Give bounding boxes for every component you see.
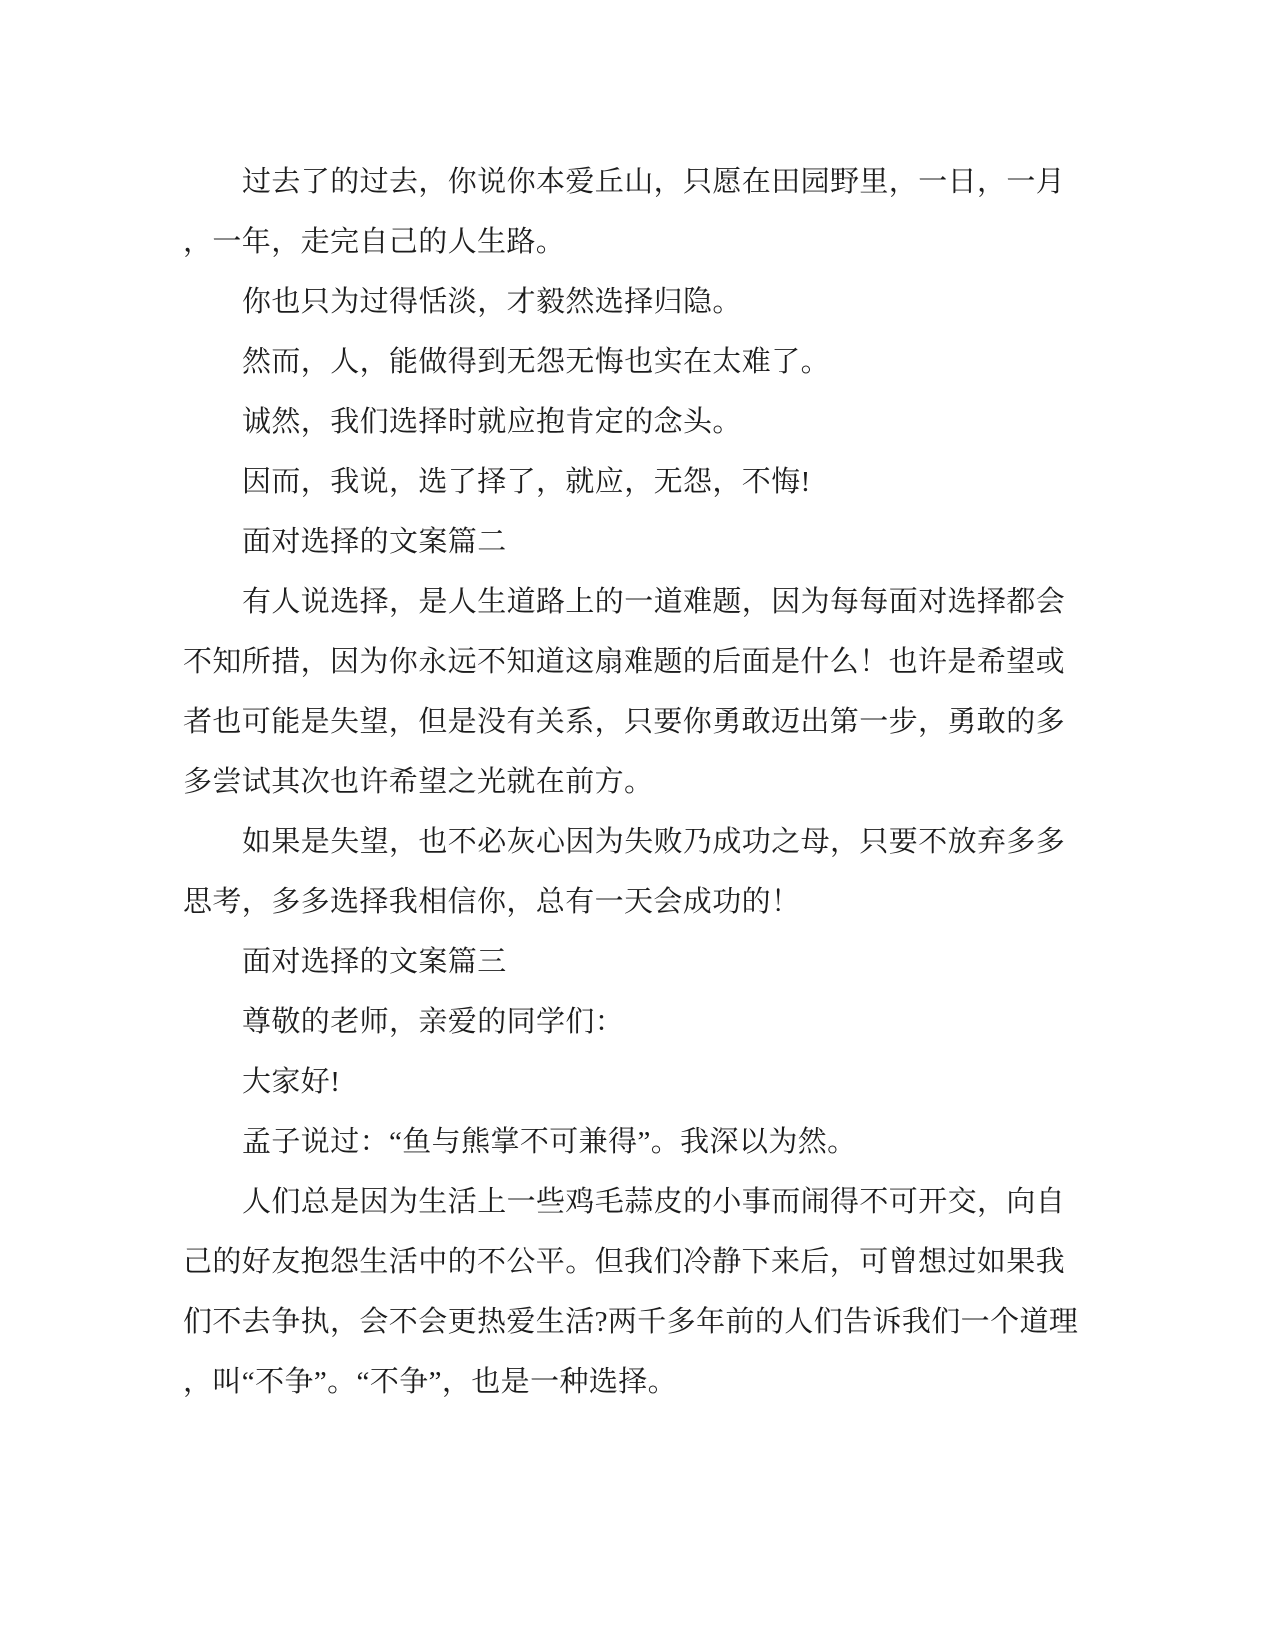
text-line: 大家好! xyxy=(242,1066,341,1098)
text-line: 多尝试其次也许希望之光就在前方。 xyxy=(183,766,654,798)
text-line: 不知所措，因为你永远不知道这扇难题的后面是什么！也许是希望或 xyxy=(183,646,1066,678)
text-line: 面对选择的文案篇三 xyxy=(242,946,507,978)
text-line: 如果是失望，也不必灰心因为失败乃成功之母，只要不放弃多多 xyxy=(242,826,1066,858)
text-line: ，一年，走完自己的人生路。 xyxy=(183,226,566,258)
text-line: 因而，我说，选了择了，就应，无怨，不悔! xyxy=(242,466,811,498)
text-line: 过去了的过去，你说你本爱丘山，只愿在田园野里，一日，一月 xyxy=(242,166,1066,198)
text-line: 者也可能是失望，但是没有关系，只要你勇敢迈出第一步，勇敢的多 xyxy=(183,706,1066,738)
text-line: 有人说选择，是人生道路上的一道难题，因为每每面对选择都会 xyxy=(242,586,1066,618)
text-line: 然而，人，能做得到无怨无悔也实在太难了。 xyxy=(242,346,831,378)
text-line: 尊敬的老师，亲爱的同学们： xyxy=(242,1006,625,1038)
text-line: 思考，多多选择我相信你，总有一天会成功的！ xyxy=(183,886,801,918)
text-line: ，叫“不争”。“不争”，也是一种选择。 xyxy=(183,1366,678,1398)
text-line: 诚然，我们选择时就应抱肯定的念头。 xyxy=(242,406,742,438)
text-line: 们不去争执，会不会更热爱生活?两千多年前的人们告诉我们一个道理 xyxy=(183,1306,1079,1338)
text-line: 面对选择的文案篇二 xyxy=(242,526,507,558)
text-line: 人们总是因为生活上一些鸡毛蒜皮的小事而闹得不可开交，向自 xyxy=(242,1186,1066,1218)
text-line: 你也只为过得恬淡，才毅然选择归隐。 xyxy=(242,286,742,318)
text-line: 己的好友抱怨生活中的不公平。但我们冷静下来后，可曾想过如果我 xyxy=(183,1246,1066,1278)
document-body xyxy=(183,152,1079,1412)
text-line: 孟子说过：“鱼与熊掌不可兼得”。我深以为然。 xyxy=(242,1126,857,1158)
